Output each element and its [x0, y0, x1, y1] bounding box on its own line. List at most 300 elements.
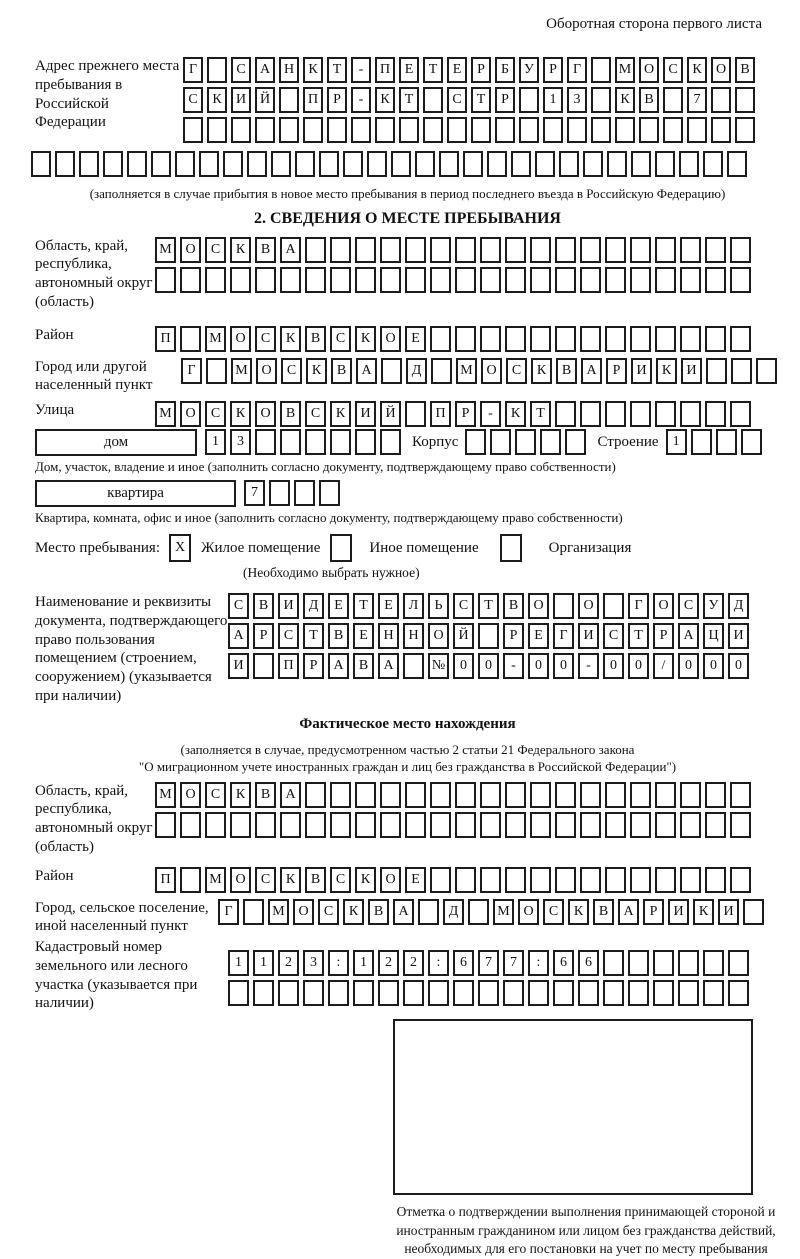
char-cell[interactable] [471, 117, 491, 143]
char-cell[interactable] [430, 326, 451, 352]
char-cell[interactable] [480, 782, 501, 808]
char-cell[interactable] [711, 87, 731, 113]
char-cell[interactable]: Е [328, 593, 349, 619]
char-cell[interactable]: Н [403, 623, 424, 649]
char-cell[interactable] [555, 326, 576, 352]
char-cell[interactable] [605, 401, 626, 427]
char-cell[interactable]: А [228, 623, 249, 649]
char-cell[interactable]: К [330, 401, 351, 427]
char-cell[interactable] [591, 117, 611, 143]
char-cell[interactable]: В [255, 782, 276, 808]
char-cell[interactable] [255, 429, 276, 455]
char-cell[interactable] [243, 899, 264, 925]
char-cell[interactable] [278, 980, 299, 1006]
char-cell[interactable]: И [278, 593, 299, 619]
char-cell[interactable] [403, 653, 424, 679]
char-cell[interactable] [605, 237, 626, 263]
char-cell[interactable]: Е [528, 623, 549, 649]
char-cell[interactable] [487, 151, 507, 177]
char-cell[interactable] [530, 267, 551, 293]
char-cell[interactable]: К [306, 358, 327, 384]
char-cell[interactable] [728, 950, 749, 976]
char-cell[interactable] [330, 812, 351, 838]
char-cell[interactable] [279, 87, 299, 113]
char-cell[interactable]: 7 [687, 87, 707, 113]
char-cell[interactable] [279, 117, 299, 143]
char-cell[interactable] [730, 867, 751, 893]
char-cell[interactable] [381, 358, 402, 384]
char-cell[interactable] [79, 151, 99, 177]
char-cell[interactable]: Г [183, 57, 203, 83]
char-cell[interactable] [355, 267, 376, 293]
char-cell[interactable]: 1 [228, 950, 249, 976]
char-cell[interactable]: М [205, 867, 226, 893]
char-cell[interactable] [703, 151, 723, 177]
char-cell[interactable] [253, 653, 274, 679]
char-cell[interactable]: С [318, 899, 339, 925]
char-cell[interactable]: - [351, 87, 371, 113]
char-cell[interactable] [630, 237, 651, 263]
char-cell[interactable]: Д [303, 593, 324, 619]
char-cell[interactable]: Г [567, 57, 587, 83]
char-cell[interactable]: С [447, 87, 467, 113]
char-cell[interactable]: В [305, 326, 326, 352]
char-cell[interactable]: О [230, 326, 251, 352]
char-cell[interactable] [103, 151, 123, 177]
char-cell[interactable]: Т [478, 593, 499, 619]
char-cell[interactable] [580, 867, 601, 893]
char-cell[interactable] [655, 782, 676, 808]
char-cell[interactable] [680, 326, 701, 352]
char-cell[interactable] [155, 812, 176, 838]
char-cell[interactable]: О [639, 57, 659, 83]
char-cell[interactable] [430, 782, 451, 808]
char-cell[interactable]: 6 [578, 950, 599, 976]
char-cell[interactable] [269, 480, 290, 506]
char-cell[interactable] [430, 237, 451, 263]
char-cell[interactable]: Е [399, 57, 419, 83]
char-cell[interactable]: К [568, 899, 589, 925]
char-cell[interactable]: Е [447, 57, 467, 83]
char-cell[interactable]: Н [279, 57, 299, 83]
char-cell[interactable] [580, 401, 601, 427]
char-cell[interactable]: К [280, 326, 301, 352]
char-cell[interactable] [535, 151, 555, 177]
char-cell[interactable]: А [581, 358, 602, 384]
char-cell[interactable] [430, 867, 451, 893]
char-cell[interactable]: П [430, 401, 451, 427]
char-cell[interactable]: В [280, 401, 301, 427]
char-cell[interactable] [480, 267, 501, 293]
char-cell[interactable] [480, 867, 501, 893]
char-cell[interactable]: А [618, 899, 639, 925]
char-cell[interactable]: 2 [378, 950, 399, 976]
char-cell[interactable] [399, 117, 419, 143]
char-cell[interactable] [207, 117, 227, 143]
char-cell[interactable]: М [493, 899, 514, 925]
char-cell[interactable] [490, 429, 511, 455]
char-cell[interactable] [423, 87, 443, 113]
char-cell[interactable] [580, 267, 601, 293]
char-cell[interactable] [405, 782, 426, 808]
char-cell[interactable] [591, 87, 611, 113]
char-cell[interactable]: Р [471, 57, 491, 83]
char-cell[interactable]: Д [406, 358, 427, 384]
char-cell[interactable] [55, 151, 75, 177]
char-cell[interactable] [730, 401, 751, 427]
char-cell[interactable] [559, 151, 579, 177]
char-cell[interactable]: К [230, 782, 251, 808]
char-cell[interactable] [555, 867, 576, 893]
char-cell[interactable]: Д [728, 593, 749, 619]
char-cell[interactable]: Г [181, 358, 202, 384]
char-cell[interactable]: С [278, 623, 299, 649]
char-cell[interactable]: Т [303, 623, 324, 649]
char-cell[interactable] [615, 117, 635, 143]
char-cell[interactable] [630, 867, 651, 893]
char-cell[interactable] [280, 429, 301, 455]
char-cell[interactable] [380, 782, 401, 808]
char-cell[interactable]: В [353, 653, 374, 679]
char-cell[interactable] [711, 117, 731, 143]
char-cell[interactable]: И [231, 87, 251, 113]
char-cell[interactable] [375, 117, 395, 143]
char-cell[interactable] [519, 87, 539, 113]
char-cell[interactable]: С [205, 401, 226, 427]
char-cell[interactable] [540, 429, 561, 455]
char-cell[interactable] [253, 980, 274, 1006]
char-cell[interactable]: Й [255, 87, 275, 113]
char-cell[interactable] [271, 151, 291, 177]
char-cell[interactable]: О [256, 358, 277, 384]
char-cell[interactable] [480, 812, 501, 838]
char-cell[interactable]: С [255, 867, 276, 893]
char-cell[interactable]: Р [253, 623, 274, 649]
char-cell[interactable]: 0 [728, 653, 749, 679]
char-cell[interactable]: С [330, 326, 351, 352]
checkbox-organizaciya[interactable] [500, 534, 522, 562]
char-cell[interactable]: 0 [528, 653, 549, 679]
char-cell[interactable] [423, 117, 443, 143]
char-cell[interactable] [603, 593, 624, 619]
char-cell[interactable] [280, 267, 301, 293]
char-cell[interactable]: Е [405, 867, 426, 893]
char-cell[interactable] [703, 980, 724, 1006]
char-cell[interactable] [455, 867, 476, 893]
char-cell[interactable] [607, 151, 627, 177]
char-cell[interactable] [207, 57, 227, 83]
char-cell[interactable] [630, 812, 651, 838]
char-cell[interactable] [741, 429, 762, 455]
char-cell[interactable] [555, 401, 576, 427]
char-cell[interactable] [330, 237, 351, 263]
char-cell[interactable]: К [207, 87, 227, 113]
char-cell[interactable] [355, 237, 376, 263]
char-cell[interactable] [305, 237, 326, 263]
char-cell[interactable]: Р [455, 401, 476, 427]
char-cell[interactable]: В [593, 899, 614, 925]
char-cell[interactable] [756, 358, 777, 384]
char-cell[interactable]: К [615, 87, 635, 113]
char-cell[interactable]: Р [327, 87, 347, 113]
char-cell[interactable] [530, 237, 551, 263]
char-cell[interactable]: Е [405, 326, 426, 352]
char-cell[interactable]: С [506, 358, 527, 384]
char-cell[interactable] [228, 980, 249, 1006]
char-cell[interactable] [403, 980, 424, 1006]
char-cell[interactable] [480, 326, 501, 352]
char-cell[interactable]: К [375, 87, 395, 113]
char-cell[interactable] [591, 57, 611, 83]
char-cell[interactable] [743, 899, 764, 925]
char-cell[interactable]: 1 [205, 429, 226, 455]
char-cell[interactable] [430, 267, 451, 293]
char-cell[interactable]: К [303, 57, 323, 83]
char-cell[interactable]: Р [653, 623, 674, 649]
char-cell[interactable] [505, 867, 526, 893]
char-cell[interactable]: О [518, 899, 539, 925]
char-cell[interactable] [180, 867, 201, 893]
char-cell[interactable]: И [668, 899, 689, 925]
char-cell[interactable] [303, 117, 323, 143]
char-cell[interactable]: О [293, 899, 314, 925]
char-cell[interactable] [605, 326, 626, 352]
char-cell[interactable] [735, 87, 755, 113]
char-cell[interactable]: № [428, 653, 449, 679]
char-cell[interactable] [530, 782, 551, 808]
char-cell[interactable]: С [663, 57, 683, 83]
char-cell[interactable] [655, 867, 676, 893]
char-cell[interactable] [380, 429, 401, 455]
char-cell[interactable] [405, 267, 426, 293]
char-cell[interactable] [530, 867, 551, 893]
char-cell[interactable]: К [505, 401, 526, 427]
char-cell[interactable]: Р [495, 87, 515, 113]
char-cell[interactable] [330, 267, 351, 293]
char-cell[interactable] [428, 980, 449, 1006]
char-cell[interactable] [580, 237, 601, 263]
char-cell[interactable]: 3 [230, 429, 251, 455]
char-cell[interactable]: Т [353, 593, 374, 619]
char-cell[interactable] [680, 237, 701, 263]
char-cell[interactable]: А [378, 653, 399, 679]
char-cell[interactable]: У [519, 57, 539, 83]
char-cell[interactable] [580, 782, 601, 808]
char-cell[interactable] [716, 429, 737, 455]
char-cell[interactable] [380, 237, 401, 263]
char-cell[interactable] [405, 401, 426, 427]
char-cell[interactable] [355, 429, 376, 455]
char-cell[interactable] [515, 429, 536, 455]
char-cell[interactable]: К [230, 237, 251, 263]
char-cell[interactable] [680, 812, 701, 838]
char-cell[interactable]: Ц [703, 623, 724, 649]
char-cell[interactable]: Ь [428, 593, 449, 619]
char-cell[interactable] [553, 980, 574, 1006]
char-cell[interactable] [735, 117, 755, 143]
char-cell[interactable] [731, 358, 752, 384]
char-cell[interactable]: 0 [603, 653, 624, 679]
char-cell[interactable]: С [205, 782, 226, 808]
char-cell[interactable]: П [155, 867, 176, 893]
char-cell[interactable]: Г [628, 593, 649, 619]
char-cell[interactable]: - [503, 653, 524, 679]
char-cell[interactable]: О [255, 401, 276, 427]
char-cell[interactable]: В [331, 358, 352, 384]
char-cell[interactable]: О [428, 623, 449, 649]
char-cell[interactable] [728, 980, 749, 1006]
char-cell[interactable]: М [155, 237, 176, 263]
char-cell[interactable] [580, 326, 601, 352]
char-cell[interactable] [639, 117, 659, 143]
char-cell[interactable] [180, 267, 201, 293]
char-cell[interactable] [247, 151, 267, 177]
char-cell[interactable]: К [656, 358, 677, 384]
char-cell[interactable]: П [155, 326, 176, 352]
char-cell[interactable]: В [735, 57, 755, 83]
char-cell[interactable]: О [180, 782, 201, 808]
char-cell[interactable] [630, 401, 651, 427]
char-cell[interactable]: А [678, 623, 699, 649]
char-cell[interactable] [180, 812, 201, 838]
char-cell[interactable]: : [528, 950, 549, 976]
char-cell[interactable]: Т [530, 401, 551, 427]
char-cell[interactable] [555, 237, 576, 263]
char-cell[interactable] [223, 151, 243, 177]
char-cell[interactable]: И [355, 401, 376, 427]
char-cell[interactable] [705, 237, 726, 263]
char-cell[interactable] [505, 237, 526, 263]
char-cell[interactable]: М [205, 326, 226, 352]
char-cell[interactable]: П [278, 653, 299, 679]
char-cell[interactable] [703, 950, 724, 976]
char-cell[interactable] [455, 782, 476, 808]
char-cell[interactable] [155, 267, 176, 293]
char-cell[interactable]: П [303, 87, 323, 113]
char-cell[interactable] [655, 326, 676, 352]
char-cell[interactable] [367, 151, 387, 177]
char-cell[interactable] [199, 151, 219, 177]
checkbox-inoe[interactable] [330, 534, 352, 562]
char-cell[interactable] [255, 812, 276, 838]
char-cell[interactable]: И [228, 653, 249, 679]
char-cell[interactable] [555, 812, 576, 838]
char-cell[interactable]: С [453, 593, 474, 619]
char-cell[interactable]: С [281, 358, 302, 384]
char-cell[interactable]: - [351, 57, 371, 83]
char-cell[interactable] [555, 782, 576, 808]
char-cell[interactable] [127, 151, 147, 177]
char-cell[interactable] [727, 151, 747, 177]
char-cell[interactable] [680, 267, 701, 293]
char-cell[interactable] [430, 812, 451, 838]
char-cell[interactable]: Т [471, 87, 491, 113]
char-cell[interactable] [453, 980, 474, 1006]
char-cell[interactable]: 0 [678, 653, 699, 679]
char-cell[interactable]: В [305, 867, 326, 893]
char-cell[interactable] [543, 117, 563, 143]
char-cell[interactable] [455, 812, 476, 838]
char-cell[interactable]: С [305, 401, 326, 427]
char-cell[interactable]: А [393, 899, 414, 925]
char-cell[interactable]: Г [553, 623, 574, 649]
char-cell[interactable] [678, 980, 699, 1006]
char-cell[interactable]: О [481, 358, 502, 384]
char-cell[interactable] [630, 782, 651, 808]
char-cell[interactable]: О [578, 593, 599, 619]
char-cell[interactable] [255, 117, 275, 143]
char-cell[interactable] [495, 117, 515, 143]
char-cell[interactable] [351, 117, 371, 143]
char-cell[interactable] [391, 151, 411, 177]
char-cell[interactable] [205, 267, 226, 293]
char-cell[interactable] [630, 267, 651, 293]
char-cell[interactable] [578, 980, 599, 1006]
char-cell[interactable] [455, 267, 476, 293]
char-cell[interactable] [230, 812, 251, 838]
char-cell[interactable]: В [255, 237, 276, 263]
char-cell[interactable] [183, 117, 203, 143]
char-cell[interactable] [580, 812, 601, 838]
char-cell[interactable] [730, 267, 751, 293]
char-cell[interactable]: С [183, 87, 203, 113]
char-cell[interactable] [680, 401, 701, 427]
char-cell[interactable]: К [355, 326, 376, 352]
char-cell[interactable] [555, 267, 576, 293]
char-cell[interactable]: 0 [453, 653, 474, 679]
char-cell[interactable] [330, 429, 351, 455]
char-cell[interactable] [628, 980, 649, 1006]
char-cell[interactable]: Р [303, 653, 324, 679]
char-cell[interactable] [405, 812, 426, 838]
char-cell[interactable] [305, 782, 326, 808]
char-cell[interactable] [328, 980, 349, 1006]
char-cell[interactable]: 0 [553, 653, 574, 679]
char-cell[interactable]: С [543, 899, 564, 925]
char-cell[interactable] [655, 812, 676, 838]
char-cell[interactable]: Р [543, 57, 563, 83]
char-cell[interactable] [405, 237, 426, 263]
char-cell[interactable] [305, 812, 326, 838]
char-cell[interactable] [631, 151, 651, 177]
char-cell[interactable]: К [230, 401, 251, 427]
char-cell[interactable] [679, 151, 699, 177]
char-cell[interactable] [380, 812, 401, 838]
char-cell[interactable]: В [368, 899, 389, 925]
char-cell[interactable] [205, 812, 226, 838]
char-cell[interactable] [583, 151, 603, 177]
char-cell[interactable]: - [578, 653, 599, 679]
char-cell[interactable]: У [703, 593, 724, 619]
char-cell[interactable]: О [528, 593, 549, 619]
char-cell[interactable]: О [380, 326, 401, 352]
char-cell[interactable]: К [355, 867, 376, 893]
char-cell[interactable] [355, 782, 376, 808]
char-cell[interactable] [653, 980, 674, 1006]
char-cell[interactable] [705, 867, 726, 893]
char-cell[interactable]: 6 [553, 950, 574, 976]
char-cell[interactable]: А [255, 57, 275, 83]
char-cell[interactable]: 0 [703, 653, 724, 679]
char-cell[interactable]: Е [378, 593, 399, 619]
char-cell[interactable] [353, 980, 374, 1006]
char-cell[interactable] [553, 593, 574, 619]
char-cell[interactable] [505, 326, 526, 352]
apartment-type-box[interactable]: квартира [35, 480, 236, 507]
char-cell[interactable] [463, 151, 483, 177]
char-cell[interactable] [519, 117, 539, 143]
char-cell[interactable]: Й [380, 401, 401, 427]
